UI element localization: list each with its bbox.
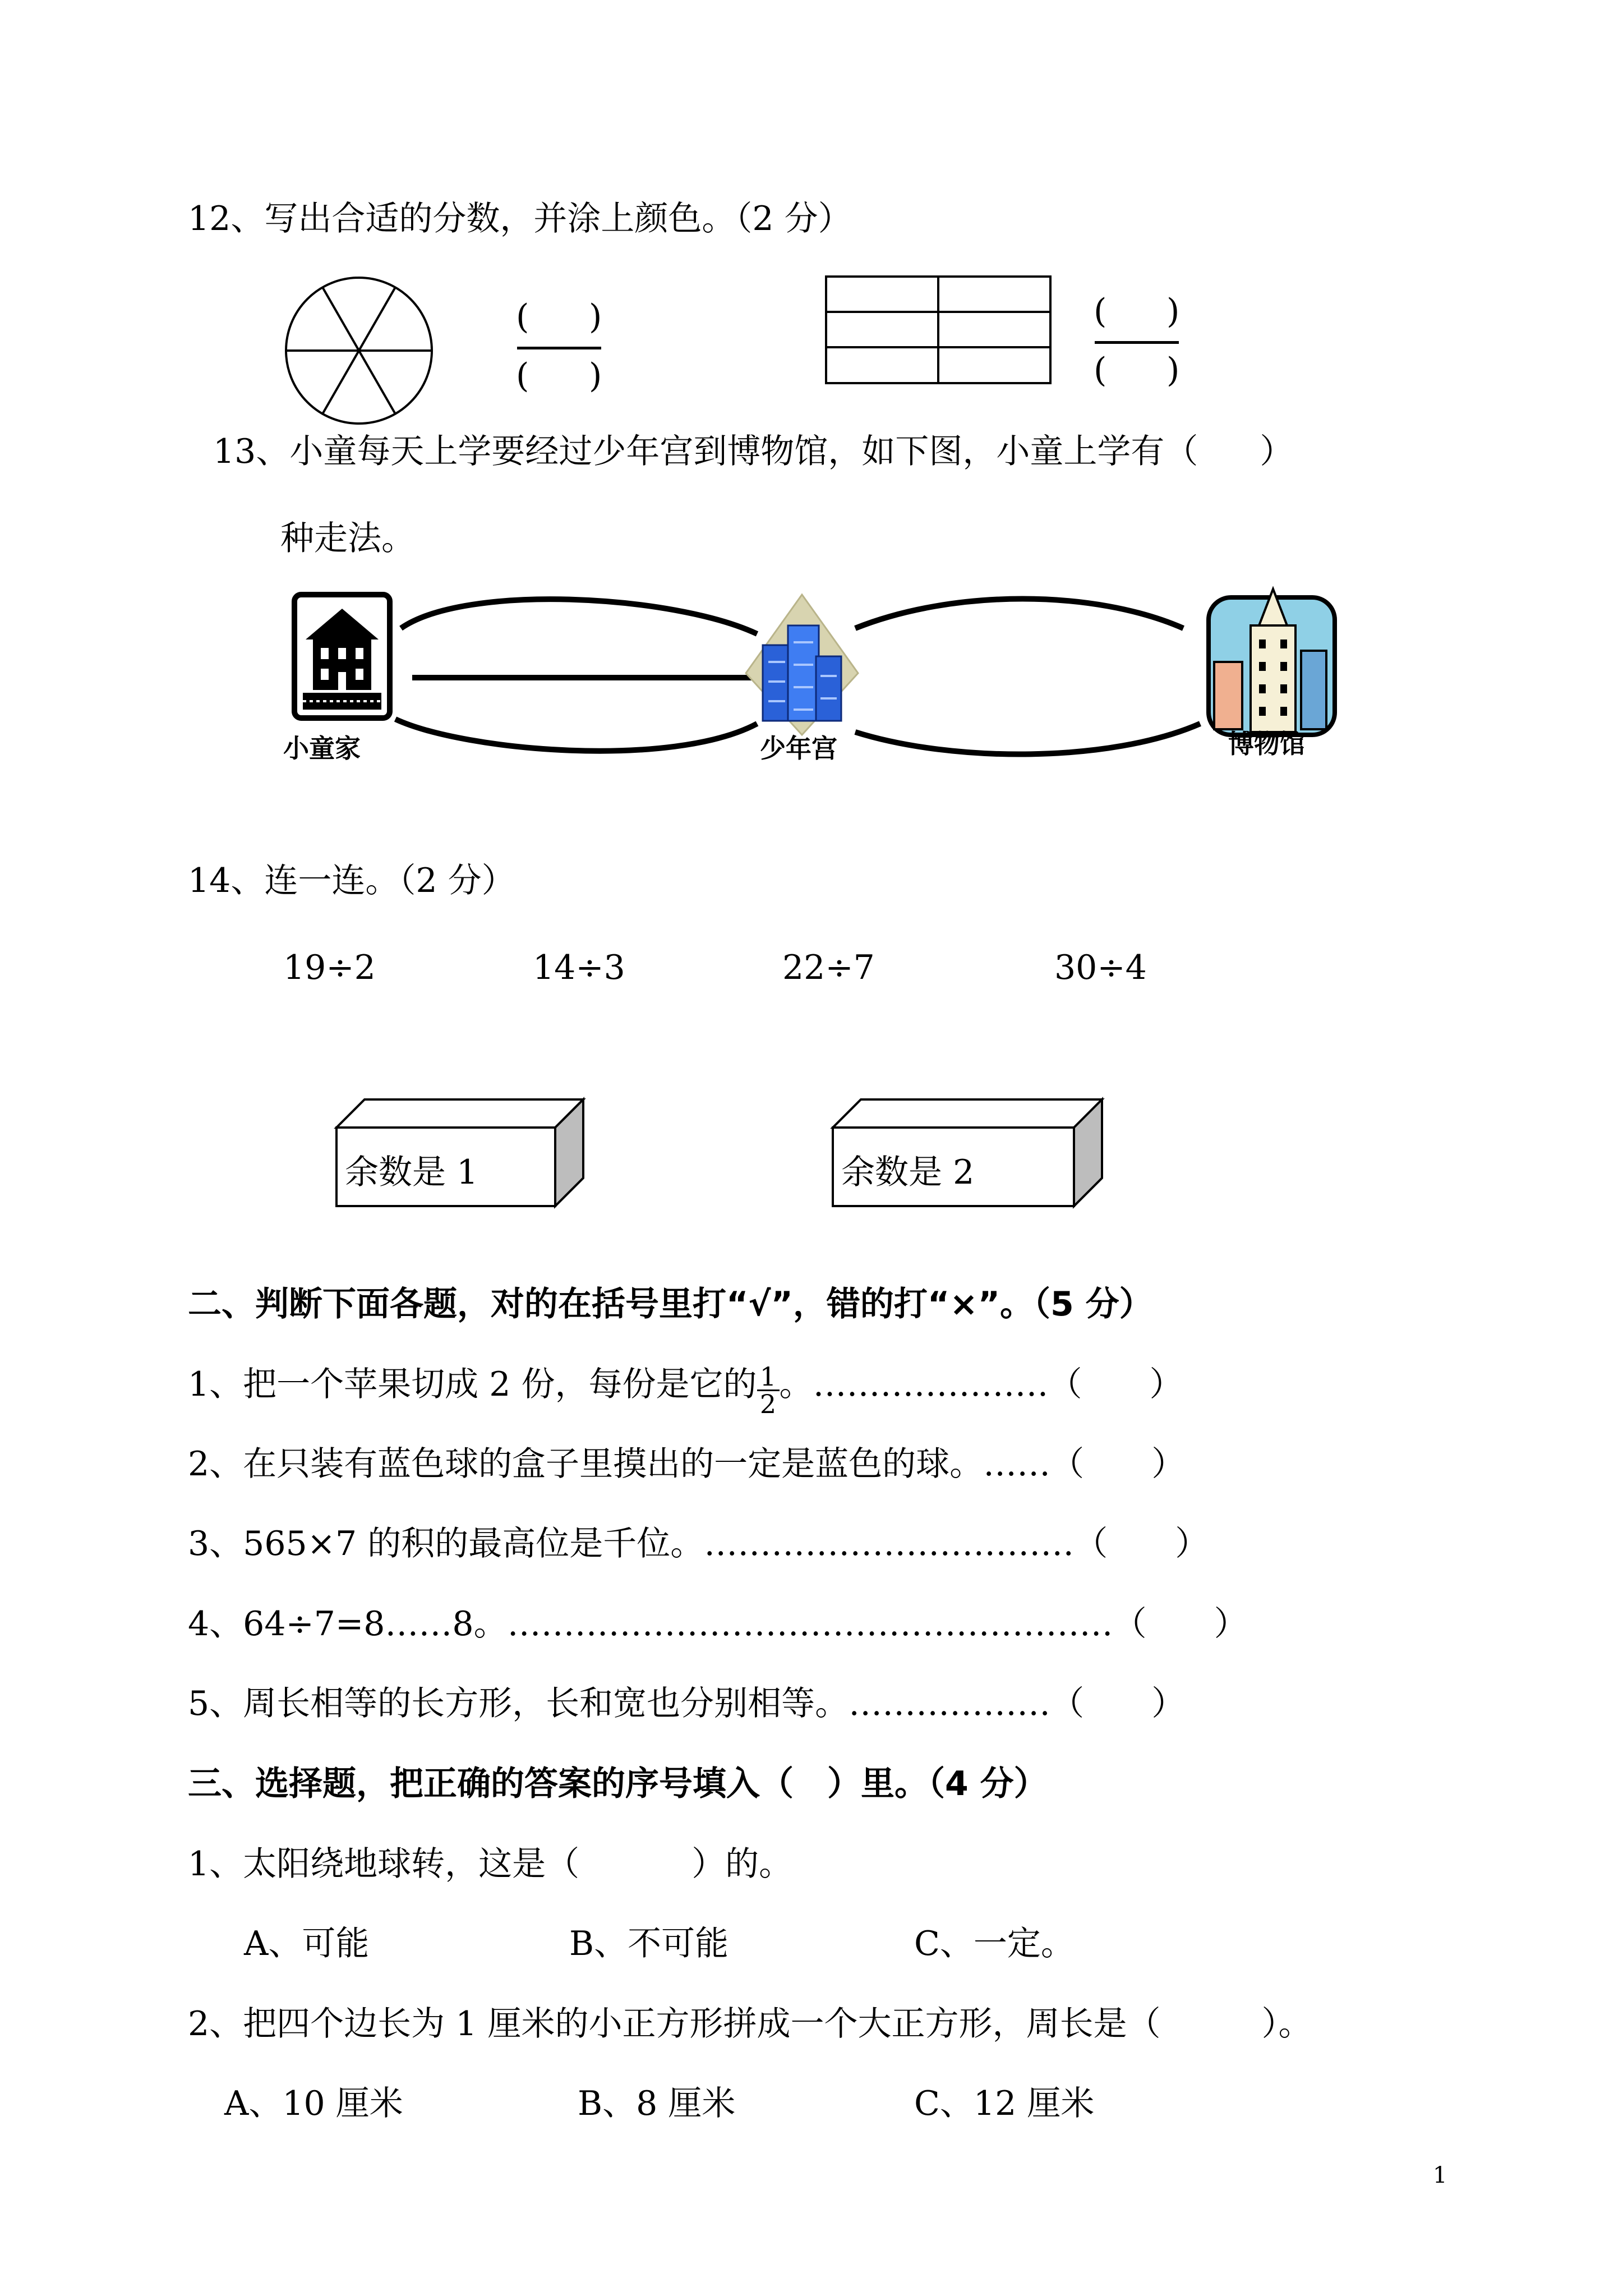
choice-q2-option-a[interactable]: A、10 厘米 <box>224 2084 403 2123</box>
label-museum: 博物馆 <box>1228 729 1306 759</box>
q14-text: 14、连一连。（2 分） <box>188 861 515 900</box>
choice-q2-option-b[interactable]: B、8 厘米 <box>578 2084 736 2123</box>
expr-3[interactable]: 22÷7 <box>782 948 875 987</box>
circle-sixths-figure <box>280 275 437 432</box>
label-home: 小童家 <box>283 733 361 763</box>
choice-q2: 2、把四个边长为 1 厘米的小正方形拼成一个大正方形，周长是（ ）。 <box>188 2004 1312 2044</box>
fraction-blank-1[interactable]: ( ) ( ) <box>516 297 602 395</box>
route-upper-1 <box>401 599 757 634</box>
q12-text: 12、写出合适的分数，并涂上颜色。（2 分） <box>188 199 852 238</box>
fraction-bar <box>517 347 601 349</box>
q13-line2: 种走法。 <box>280 519 415 558</box>
expr-4[interactable]: 30÷4 <box>1054 948 1147 987</box>
part3-heading: 三、选择题，把正确的答案的序号填入（ ）里。（4 分） <box>188 1764 1048 1803</box>
museum-icon <box>1209 589 1335 735</box>
part2-heading: 二、判断下面各题，对的在括号里打“√”，错的打“×”。（5 分） <box>188 1285 1153 1324</box>
route-upper-2 <box>855 599 1183 629</box>
judge-item-2: 2、在只装有蓝色球的盒子里摸出的一定是蓝色的球。……（ ） <box>188 1444 1186 1484</box>
judge-item-3: 3、565×7 的积的最高位是千位。……………………………（ ） <box>188 1524 1209 1563</box>
choice-q1-option-b[interactable]: B、不可能 <box>569 1924 729 1963</box>
q13-line1: 13、小童每天上学要经过少年宫到博物馆，如下图，小童上学有（ ） <box>213 432 1294 471</box>
choice-q1-option-c[interactable]: C、一定。 <box>914 1924 1075 1963</box>
remainder-box-1[interactable]: 余数是 1 <box>334 1097 589 1209</box>
youth-palace-icon <box>746 595 858 735</box>
choice-q1-option-a[interactable]: A、可能 <box>244 1924 370 1963</box>
choice-q2-option-c[interactable]: C、12 厘米 <box>914 2084 1095 2123</box>
route-lower-1 <box>395 719 757 751</box>
expr-2[interactable]: 14÷3 <box>533 948 625 987</box>
choice-q1: 1、太阳绕地球转，这是（ ）的。 <box>188 1844 793 1884</box>
judge-item-1: 1、把一个苹果切成 2 份，每份是它的 $\frac{1}{2}$ 。…………………（ ） <box>188 1361 1183 1419</box>
judge-item-4: 4、64÷7=8……8。………………………………………………（ ） <box>188 1604 1248 1644</box>
page-number: 1 <box>1433 2162 1447 2188</box>
house-icon <box>294 595 390 718</box>
judge-item-5: 5、周长相等的长方形，长和宽也分别相等。………………（ ） <box>188 1684 1186 1723</box>
expr-1[interactable]: 19÷2 <box>283 948 376 987</box>
fraction-one-half: $\frac{1}{2}$ <box>757 1364 780 1404</box>
fraction-blank-2[interactable]: ( ) ( ) <box>1094 292 1180 390</box>
fraction-bar <box>1095 341 1179 344</box>
label-youth-palace: 少年宫 <box>760 733 837 763</box>
remainder-box-2[interactable]: 余数是 2 <box>830 1097 1108 1209</box>
rectangle-sixths-figure <box>824 275 1054 387</box>
route-lower-2 <box>855 724 1200 754</box>
